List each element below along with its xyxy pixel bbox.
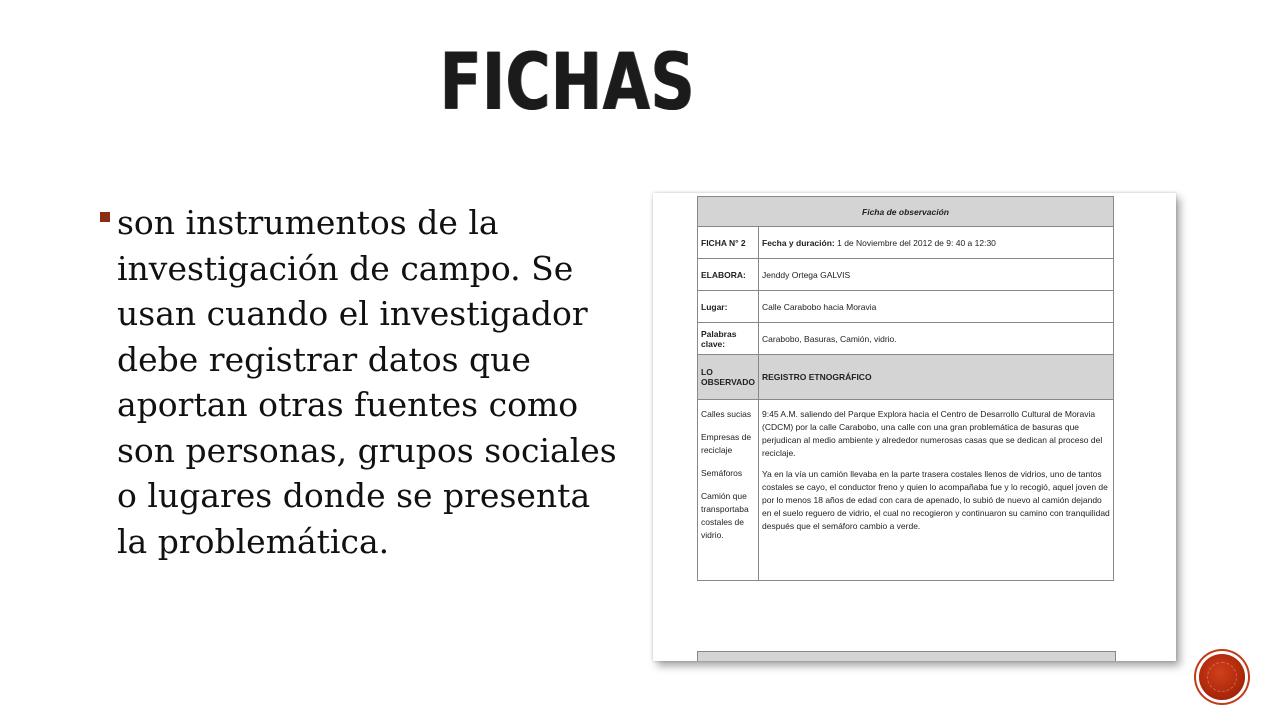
- observed-item: Calles sucias: [701, 409, 752, 419]
- slide-nav-button[interactable]: [1199, 654, 1245, 700]
- next-table-edge: [697, 651, 1116, 661]
- bullet-text: son instrumentos de la investigación de campo. Se usan cuando el investigador debe registrar datos que aportan otras fuentes como son personas, grupos sociales o lugares donde se presenta la problemática.: [117, 203, 617, 561]
- slide-title: FICHAS: [440, 38, 696, 128]
- ficha-row-value: Calle Carabobo hacia Moravia: [759, 291, 1114, 323]
- record-paragraph: Ya en la vía un camión llevaba en la parte trasera costales llenos de vidrios, uno de tantos costales se cayo, el conductor freno y quien lo acompañaba fue y lo recogió, aquel joven de por lo menos 18 años de edad con cara de apenado, lo subió de nuevo al camión dejando en el suelo reguero de vidrio, el cual no recogieron y continuaron su camino con tranquilidad después que el semáforo cambio a verde.: [762, 469, 1110, 531]
- ficha-image: [653, 193, 1176, 661]
- section-value: REGISTRO ETNOGRÁFICO: [759, 355, 1114, 400]
- ficha-row-label: Lugar:: [698, 291, 759, 323]
- ficha-row-label: Palabras clave:: [698, 323, 759, 355]
- ficha-row-label: FICHA N° 2: [698, 227, 759, 259]
- record-paragraph: 9:45 A.M. saliendo del Parque Explora hacia el Centro de Desarrollo Cultural de Moravia (CDCM) por la calle Carabobo, una calle con una gran problemática de basuras que perjudican al medio ambiente y alrededor numerosas casas que se dedican al proceso del reciclaje.: [762, 409, 1103, 458]
- ficha-row-value: Jenddy Ortega GALVIS: [759, 259, 1114, 291]
- observed-item: Camión que transportaba costales de vidrio.: [701, 491, 749, 540]
- record-text: [759, 400, 1114, 581]
- ficha-table: [697, 196, 1114, 581]
- ficha-row-value: Fecha y duración: 1 de Noviembre del 2012 de 9: 40 a 12:30: [759, 227, 1114, 259]
- ficha-heading: Ficha de observación: [698, 197, 1114, 227]
- section-label: LO OBSERVADO: [698, 355, 759, 400]
- ficha-row-label: ELABORA:: [698, 259, 759, 291]
- observed-list: [698, 400, 759, 581]
- bullet-list: [100, 200, 630, 564]
- observed-item: Empresas de reciclaje: [701, 432, 752, 455]
- observed-item: Semáforos: [701, 468, 743, 478]
- ficha-row-value: Carabobo, Basuras, Camión, vidrio.: [759, 323, 1114, 355]
- square-bullet-icon: [100, 212, 110, 222]
